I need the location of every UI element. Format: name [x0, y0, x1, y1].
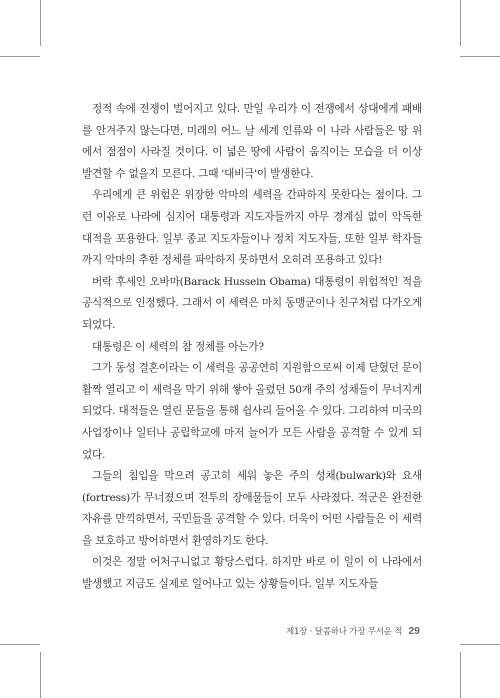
crop-mark: [40, 0, 41, 46]
paragraph: 그가 동성 결혼이라는 이 세력을 공공연히 지원함으로써 이제 닫혔던 문이 활짝 열리고 이 세력을 막기 위해 쌓아 올렸던 50개 주의 성채들이 무너지게 되었다. 대적들은 열린 문들을 통해 쉽사리 들어올 수 있다. 그리하여 미국의 사업장이나 일터나 공립학교에 마저 늘어가 모든 사람을 공격할 수 있게 되었다.: [82, 362, 422, 461]
crop-mark: [460, 56, 500, 57]
crop-mark: [40, 652, 41, 698]
paragraph: 그들의 침입을 막으려 공고히 세워 놓은 주의 성채(bulwark)와 요새(fortress)가 무너졌으며 전투의 장애물들이 모두 사라졌다. 적군은 완전한 자유를 만끽하면서, 국민들을 공격할 수 있다. 더욱이 어떤 사람들은 이 세력을 보호하고 방어하면서 환영하기도 한다.: [82, 470, 422, 547]
crop-mark: [0, 56, 40, 57]
paragraph: 우리에게 큰 위험은 위장한 악마의 세력을 간파하지 못한다는 점이다. 그런 이유로 나라에 심지어 대통령과 지도자들까지 아무 경계심 없이 악독한 대적을 포용한다. 일부 종교 지도자들이나 정치 지도자들, 또한 일부 학자들까지 악마의 추한 정체를 파악하지 못하면서 오히려 포용하고 있다!: [82, 189, 422, 267]
page-footer: [280, 623, 420, 639]
paragraph: 이것은 정말 어처구니없고 황당스럽다. 하지만 바로 이 일이 이 나라에서 발생했고 지금도 실제로 일어나고 있는 상황들이다. 일부 지도자들: [82, 556, 422, 591]
page-number: 29: [408, 625, 420, 637]
crop-mark: [460, 0, 461, 46]
crop-mark: [460, 652, 461, 698]
paragraph: 버락 후세인 오바마(Barack Hussein Obama) 대통령이 위험적인 적을 공식적으로 인정했다. 그래서 이 세력은 마치 동맹군이나 친구처럼 다가오게 되었다.: [82, 275, 422, 331]
crop-mark: [460, 644, 500, 645]
paragraph: 정적 속에 전쟁이 벌어지고 있다. 만일 우리가 이 전쟁에서 상대에게 패배를 안겨주지 않는다면, 미래의 어느 날 세계 인류와 이 나라 사람들은 땅 위에서 점점이 사라질 것이다. 이 넓은 땅에 사람이 움직이는 모습을 더 이상 발견할 수 없을지 모른다. 그때 '대비극'이 발생한다.: [82, 103, 422, 180]
body-text: [82, 99, 422, 591]
chapter-label: 제1장 · 달콤하나 가장 무서운 적: [285, 627, 403, 637]
paragraph: 대통령은 이 세력의 참 정체를 아는가?: [92, 340, 264, 353]
crop-mark: [0, 644, 40, 645]
